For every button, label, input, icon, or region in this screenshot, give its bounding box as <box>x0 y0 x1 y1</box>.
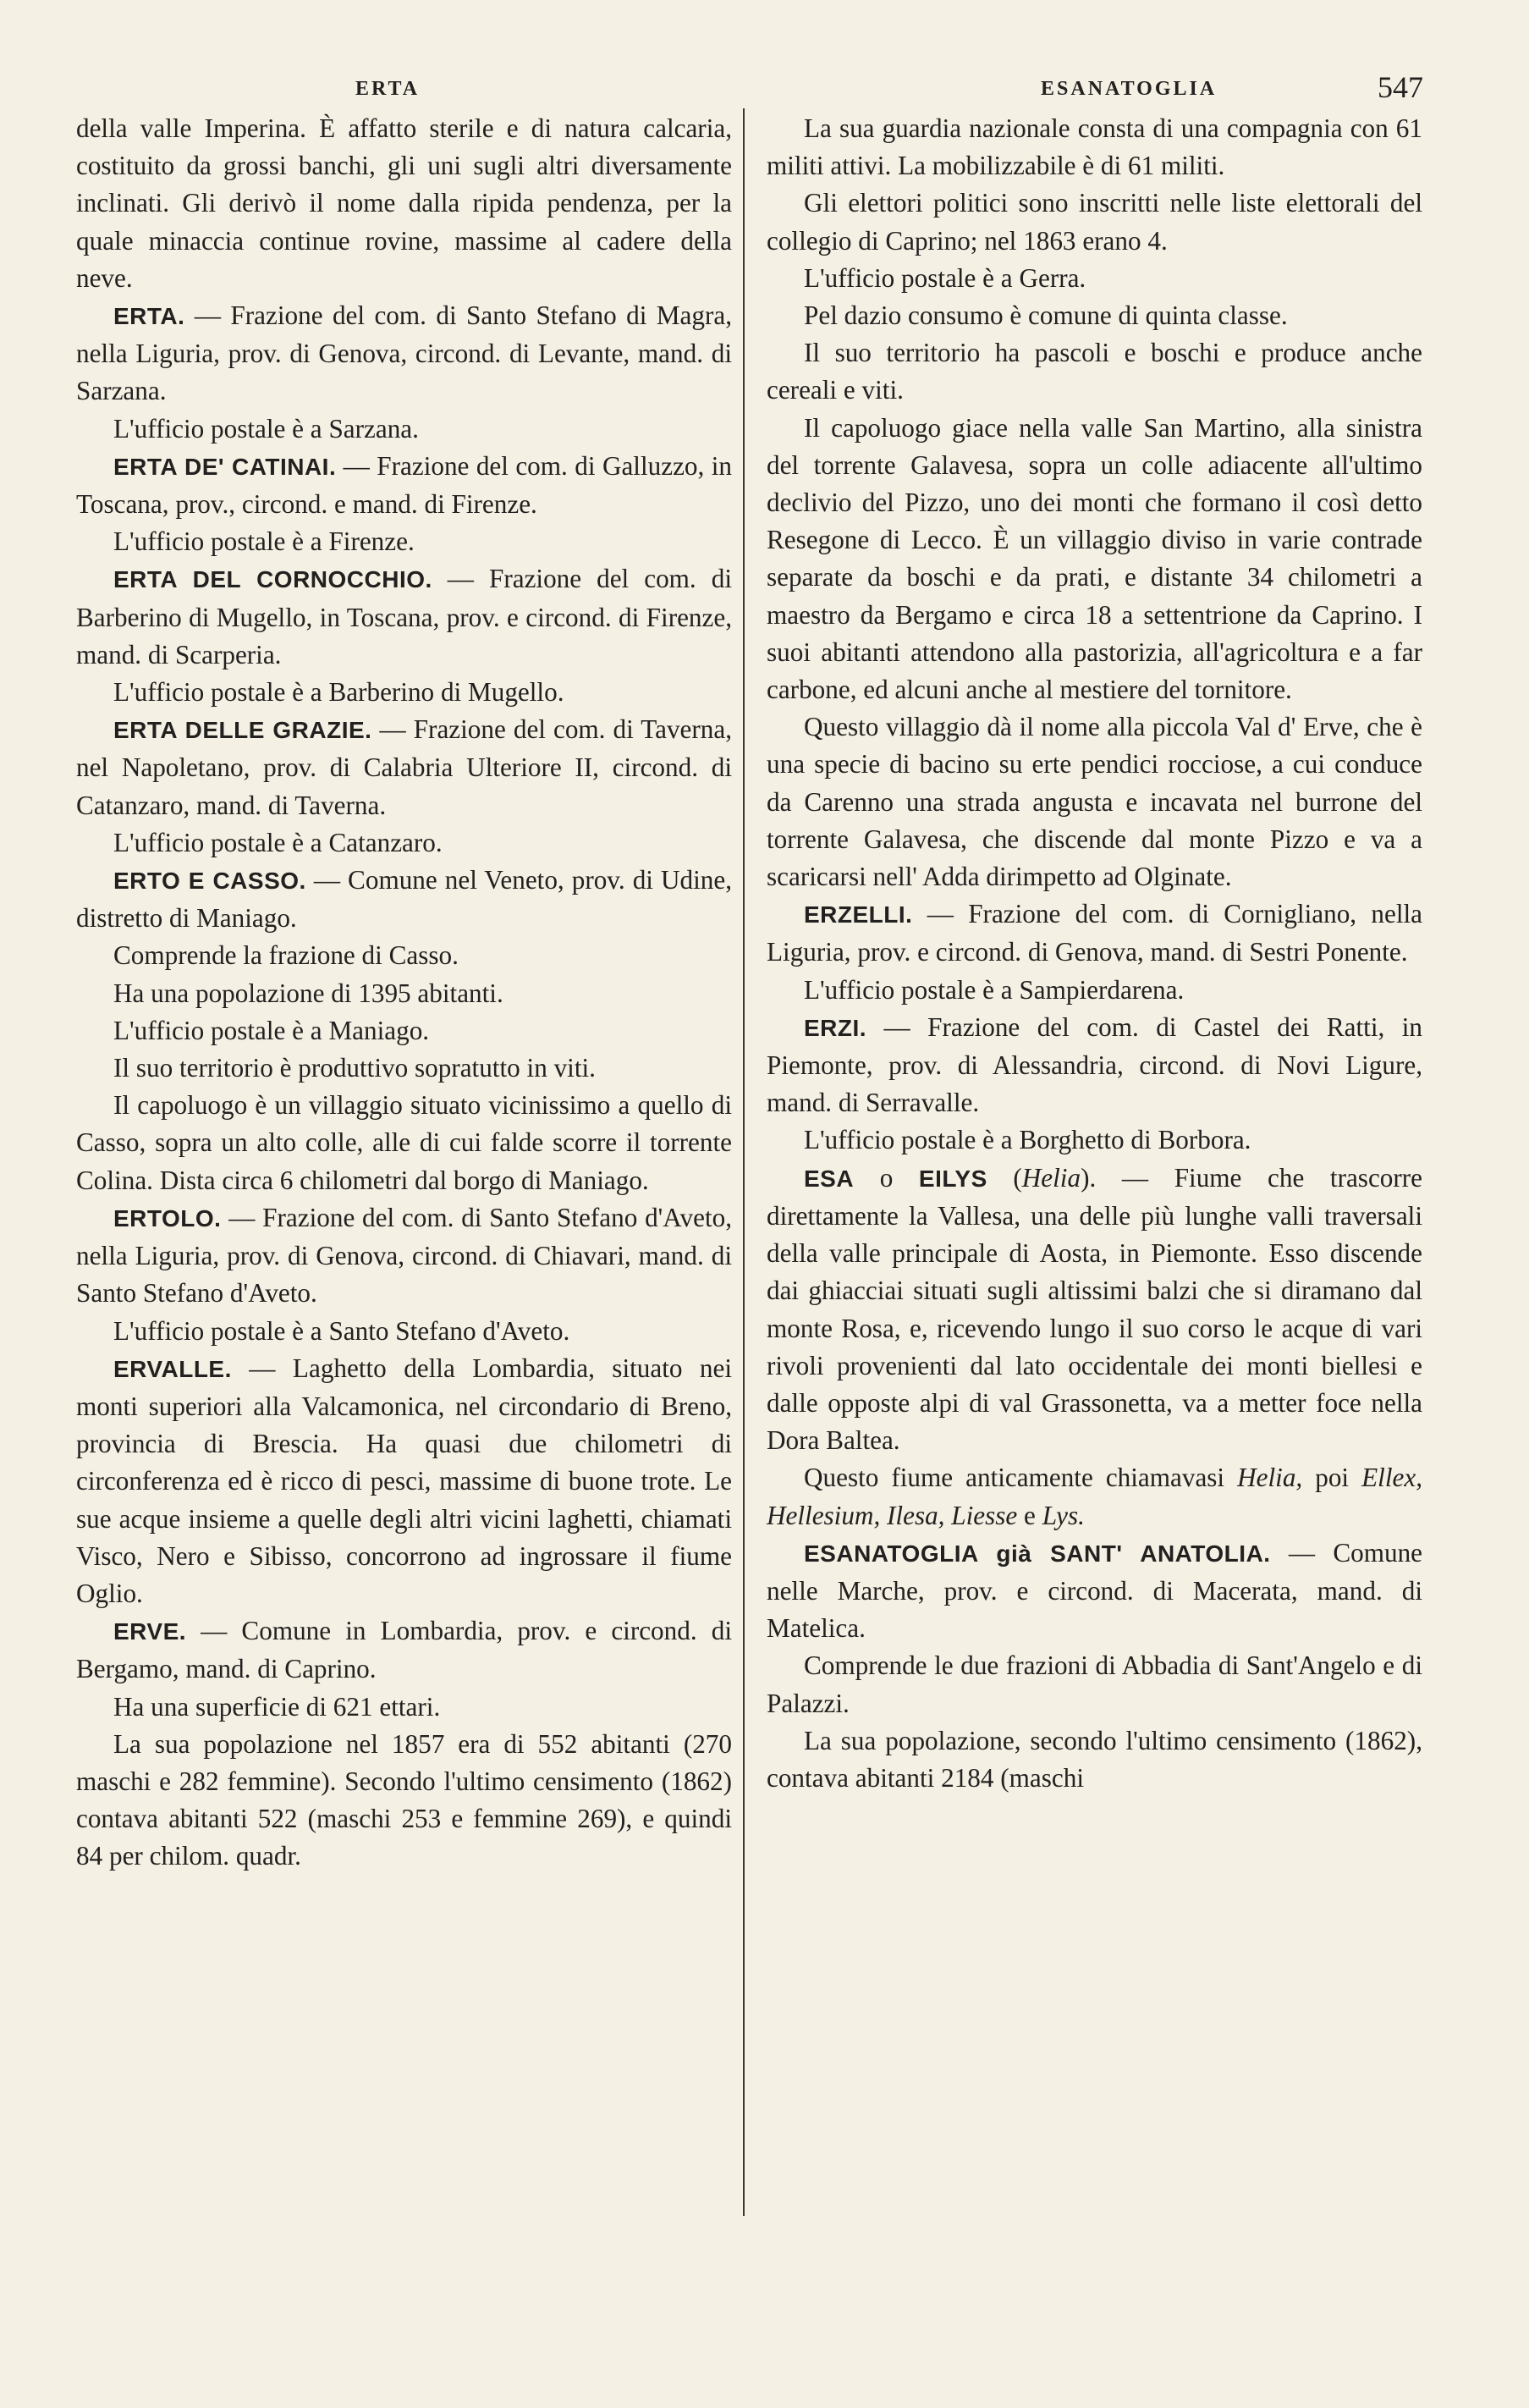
entry-headword: ERTA DEL CORNOCCHIO. <box>113 566 432 593</box>
dictionary-entry <box>76 448 732 523</box>
paragraph-text: L'ufficio postale è a Sampierdarena. <box>804 974 1185 1005</box>
entry-headword: ERTOLO. <box>113 1204 222 1232</box>
paragraph <box>76 1050 732 1087</box>
entry-text: — Frazione del com. di Santo Stefano di Magra, nella Liguria, prov. di Genova, circond. di Levante, mand. di Sarzana. <box>76 300 732 406</box>
entry-text: — Frazione del com. di Galluzzo, in Toscana, prov., circond. e mand. di Firenze. <box>76 450 732 520</box>
paragraph-text: Gli elettori politici sono inscritti nelle liste elettorali del collegio di Caprino; nel 1863 erano 4. <box>767 188 1422 256</box>
entry-headword: ERTO E CASSO. <box>113 868 306 895</box>
paragraph <box>76 824 732 862</box>
entry-connector: o <box>854 1162 919 1193</box>
entry-headword: ERZELLI. <box>804 901 913 928</box>
paragraph <box>767 260 1422 297</box>
paragraph-text: L'ufficio postale è a Maniago. <box>113 1015 430 1045</box>
dictionary-entry <box>76 711 732 824</box>
paragraph-text: La sua popolazione, secondo l'ultimo censimento (1862), contava abitanti 2184 (maschi <box>767 1725 1422 1793</box>
paragraph <box>76 523 732 560</box>
paragraph-text: Il capoluogo giace nella valle San Martino, alla sinistra del torrente Galavesa, sopra un colle adiacente all'ultimo declivio del Pizzo, uno dei monti che formano il così detto Resegone di Lecco. È un villaggio diviso in varie contrade separate da boschi e da prati, e distante 34 chilometri a maestro da Bergamo e circa 18 a settentrione da Caprino. I suoi abitanti attendono alla pastorizia, all'agricoltura e a far carbone, ed alcuni anche al mestiere del tornitore. <box>767 412 1422 705</box>
entry-headword: ERZI. <box>804 1014 867 1041</box>
dictionary-entry: ESA o EILYS (Helia). — Fiume che trascorre direttamente la Vallesa, una delle più lunghe valli traversali della valle principale di Aosta, in Piemonte. Esso discende dai ghiacciai situati sugli altissimi balzi che si diramano dal monte Rosa, e, ricevendo lungo il suo corso le acque di vari rivoli provenienti dal lato occidentale dei monti biellesi e dalle opposte alpi di val Grassonetta, va a metter foce nella Dora Baltea. <box>767 1162 1422 1456</box>
entry-text: — Frazione del com. di Cornigliano, nella Liguria, prov. e circond. di Genova, mand. di Sestri Ponente. <box>767 899 1422 967</box>
running-head-right: ESANATOGLIA <box>1041 78 1218 100</box>
paragraph-text: L'ufficio postale è a Catanzaro. <box>113 827 443 857</box>
entry-text: — Laghetto della Lombardia, situato nei monti superiori alla Valcamonica, nel circondario di Breno, provincia di Brescia. Ha quasi due chilometri di circonferenza ed è ricco di pesci, massime di buone trote. Le sue acque insieme a quelle degli altri vicini laghetti, chiamati Visco, Nero e Sibisso, concorrono ad ingrossare il fiume Oglio. <box>76 1353 732 1608</box>
paragraph-continuation <box>76 110 732 297</box>
entry-text: — Comune in Lombardia, prov. e circond. di Bergamo, mand. di Caprino. <box>76 1616 732 1684</box>
ancient-name: Lys. <box>1042 1500 1085 1530</box>
paragraph <box>76 1726 732 1876</box>
dictionary-entry <box>76 297 732 411</box>
right-column <box>767 110 1422 1797</box>
paragraph <box>767 708 1422 895</box>
latin-name: Helia <box>1021 1162 1081 1193</box>
dictionary-entry <box>767 895 1422 971</box>
paragraph-text: Ha una superficie di 621 ettari. <box>113 1691 441 1722</box>
entry-headword: ERTA DELLE GRAZIE. <box>113 717 372 744</box>
paragraph <box>76 1012 732 1050</box>
dictionary-entry <box>76 560 732 674</box>
entry-headword-alt: EILYS <box>918 1165 987 1192</box>
paragraph-text: Comprende le due frazioni di Abbadia di Sant'Angelo e di Palazzi. <box>767 1650 1422 1718</box>
paragraph <box>767 1722 1422 1797</box>
paragraph <box>76 1689 732 1726</box>
paragraph-text: Ha una popolazione di 1395 abitanti. <box>113 978 503 1008</box>
paragraph-text: Comprende la frazione di Casso. <box>113 940 459 971</box>
paragraph <box>767 1459 1422 1534</box>
paragraph-text: poi <box>1302 1463 1362 1493</box>
paragraph-text: e <box>1017 1500 1042 1530</box>
entry-text: — Frazione del com. di Barberino di Mugello, in Toscana, prov. e circond. di Firenze, mand. di Scarperia. <box>76 564 732 670</box>
entry-text: — Frazione del com. di Taverna, nel Napoletano, prov. di Calabria Ulteriore II, circond. di Catanzaro, mand. di Taverna. <box>76 714 733 820</box>
paragraph-text: L'ufficio postale è a Gerra. <box>804 262 1086 293</box>
paragraph-text: L'ufficio postale è a Santo Stefano d'Aveto. <box>113 1315 570 1346</box>
paragraph <box>76 411 732 448</box>
entry-text: — Comune nel Veneto, prov. di Udine, distretto di Maniago. <box>76 865 732 934</box>
dictionary-entry <box>76 1612 732 1688</box>
paragraph-text: L'ufficio postale è a Sarzana. <box>113 413 419 444</box>
paragraph-text: Pel dazio consumo è comune di quinta classe. <box>804 300 1288 331</box>
entry-headword: ERTA DE' CATINAI. <box>113 453 337 480</box>
paragraph-text: Questo villaggio dà il nome alla piccola Val d' Erve, che è una specie di bacino su erte pendici rocciose, a cui conduce da Carenno una strada angusta e incavata nel burrone del torrente Galavesa, che discende dal monte Pizzo e va a scaricarsi nell' Adda dirimpetto ad Olginate. <box>767 712 1422 892</box>
paragraph <box>76 1087 732 1199</box>
entry-text: — Comune nelle Marche, prov. e circond. di Macerata, mand. di Matelica. <box>767 1537 1422 1644</box>
entry-headword: ESANATOGLIA già SANT' ANATOLIA. <box>804 1540 1271 1567</box>
dictionary-entry <box>767 1535 1422 1648</box>
paragraph-text: L'ufficio postale è a Firenze. <box>113 526 415 557</box>
paragraph-text: Il suo territorio è produttivo sopratutto in viti. <box>113 1053 596 1083</box>
paragraph <box>76 975 732 1012</box>
left-column <box>76 110 732 1876</box>
page-number: 547 <box>1378 70 1423 104</box>
entry-headword: ESA <box>804 1165 855 1192</box>
dictionary-entry <box>76 1199 732 1313</box>
ancient-name: Helia, <box>1237 1463 1303 1493</box>
entry-headword: ERVALLE. <box>113 1355 232 1382</box>
paragraph <box>76 1313 732 1350</box>
paragraph-text: La sua guardia nazionale consta di una compagnia con 61 militi attivi. La mobilizzabile è di 61 militi. <box>767 113 1422 181</box>
paragraph <box>767 972 1422 1009</box>
paragraph <box>767 1121 1422 1159</box>
paragraph <box>767 185 1422 259</box>
paragraph-text: L'ufficio postale è a Barberino di Mugello. <box>113 677 564 708</box>
paragraph-text: Questo fiume anticamente chiamavasi <box>804 1463 1238 1493</box>
column-divider <box>743 108 745 2216</box>
paragraph <box>767 110 1422 185</box>
paragraph-text: L'ufficio postale è a Borghetto di Borbora. <box>804 1125 1251 1155</box>
paragraph-text: La sua popolazione nel 1857 era di 552 abitanti (270 maschi e 282 femmine). Secondo l'ultimo censimento (1862) contava abitanti 522 (maschi 253 e femmine 269), e quindi 84 per chilom. quadr. <box>76 1728 732 1871</box>
paragraph <box>767 1647 1422 1722</box>
dictionary-entry <box>76 862 732 937</box>
entry-headword: ERTA. <box>113 303 185 330</box>
entry-text: — Frazione del com. di Santo Stefano d'Aveto, nella Liguria, prov. di Genova, circond. di Chiavari, mand. di Santo Stefano d'Aveto. <box>76 1202 732 1309</box>
paragraph <box>767 334 1422 409</box>
paragraph <box>76 937 732 974</box>
paragraph-text: della valle Imperina. È affatto sterile e di natura calcaria, costituito da grossi banchi, gli uni sugli altri diversamente inclinati. Gli derivò il nome dalla ripida pendenza, per la quale minaccia continue rovine, massime al cadere della neve. <box>76 113 732 293</box>
dictionary-entry <box>76 1350 732 1612</box>
paragraph-text: Il capoluogo è un villaggio situato vicinissimo a quello di Casso, sopra un alto colle, alle di cui falde scorre il torrente Colina. Dista circa 6 chilometri dal borgo di Maniago. <box>76 1090 732 1195</box>
entry-headword: ERVE. <box>113 1618 187 1645</box>
paragraph <box>767 410 1422 709</box>
ancient-names: Ellex, Hellesium, Ilesa, Liesse <box>767 1463 1422 1530</box>
dictionary-entry <box>767 1009 1422 1122</box>
paragraph <box>767 297 1422 334</box>
entry-text: — Frazione del com. di Castel dei Ratti, in Piemonte, prov. di Alessandria, circond. di Novi Ligure, mand. di Serravalle. <box>767 1011 1422 1118</box>
running-head-left: ERTA <box>355 78 421 100</box>
paragraph-text: Il suo territorio ha pascoli e boschi e produce anche cereali e viti. <box>767 338 1422 405</box>
paragraph <box>76 674 732 711</box>
entry-text: — Fiume che trascorre direttamente la Vallesa, una delle più lunghe valli traversali della valle principale di Aosta, in Piemonte. Esso discende dai ghiacciai situati sugli altissimi balzi che si diramano dal monte Rosa, e, ricevendo lungo il suo corso le acque di vari rivoli provenienti dal lato occidentale dei monti biellesi e dalle opposte alpi di val Grassonetta, va a metter foce nella Dora Baltea. <box>767 1162 1422 1456</box>
